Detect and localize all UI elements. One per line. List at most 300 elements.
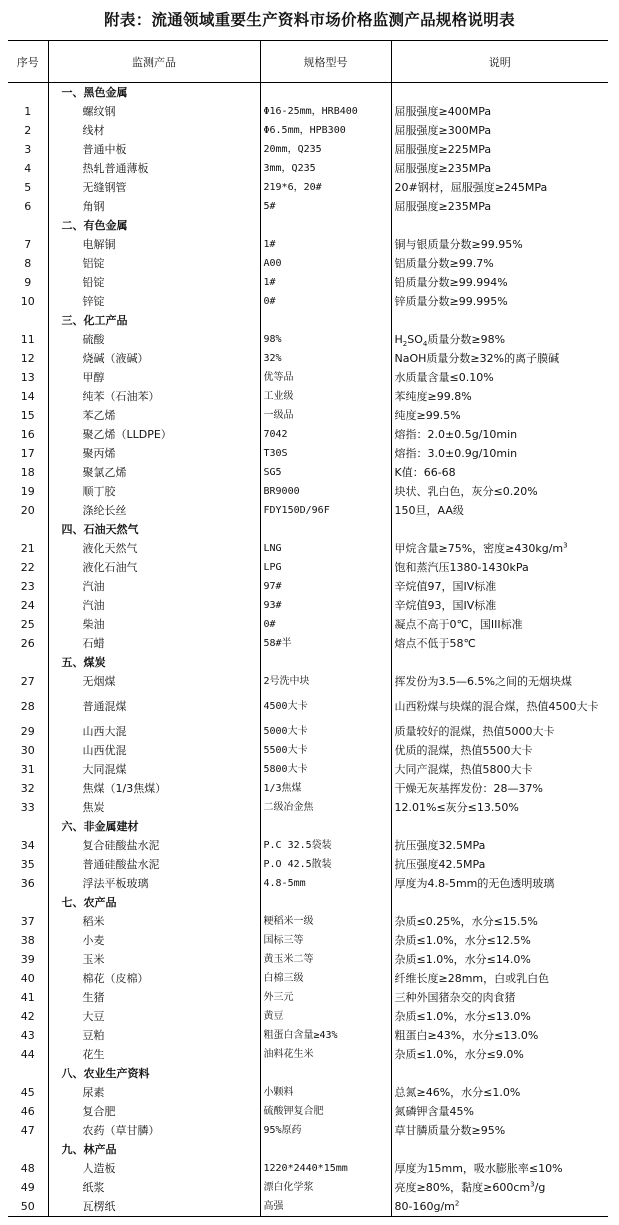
- product-spec: BR9000: [260, 482, 391, 501]
- row-number: 30: [20, 744, 35, 757]
- category-name: 六、非金属建材: [48, 817, 260, 836]
- category-row: [8, 1140, 608, 1159]
- product-desc: 熔指：2.0±0.5g/10min: [391, 425, 608, 444]
- table-row: [8, 368, 608, 387]
- product-spec: SG5: [260, 463, 391, 482]
- product-desc: 草甘膦质量分数≥95%: [391, 1121, 608, 1140]
- product-spec: 1/3焦煤: [260, 779, 391, 798]
- category-desc-cell: [391, 520, 608, 539]
- category-desc-cell: [391, 1064, 608, 1083]
- category-no-cell: [8, 1064, 48, 1083]
- product-spec: 一级品: [260, 406, 391, 425]
- product-desc: 总氮≥46%，水分≤1.0%: [391, 1083, 608, 1102]
- product-name: 线材: [48, 121, 260, 140]
- product-desc: 12.01%≤灰分≤13.50%: [391, 798, 608, 817]
- table-row: [8, 235, 608, 254]
- product-name: 石蜡: [48, 634, 260, 653]
- product-desc: 粗蛋白≥43%，水分≤13.0%: [391, 1026, 608, 1045]
- product-desc: $H_2SO_4$质量分数≥98%: [391, 330, 608, 349]
- row-number: 43: [20, 1029, 35, 1042]
- row-number: 24: [20, 599, 35, 612]
- product-spec: 外三元: [260, 988, 391, 1007]
- product-desc: 氮磷钾含量45%: [391, 1102, 608, 1121]
- product-desc: 抗压强度32.5MPa: [391, 836, 608, 855]
- category-desc-cell: [391, 311, 608, 330]
- product-spec: 0#: [260, 292, 391, 311]
- product-desc: 杂质≤1.0%，水分≤9.0%: [391, 1045, 608, 1064]
- table-row: [8, 741, 608, 760]
- row-number: 37: [20, 915, 35, 928]
- product-name: 瓦楞纸: [48, 1197, 260, 1217]
- row-number: 38: [20, 934, 35, 947]
- product-spec: A00: [260, 254, 391, 273]
- product-spec: 粗蛋白含量≥43%: [260, 1026, 391, 1045]
- row-number: 23: [20, 580, 35, 593]
- product-name: 汽油: [48, 596, 260, 615]
- category-no-cell: [8, 520, 48, 539]
- product-desc: 屈服强度≥225MPa: [391, 140, 608, 159]
- product-desc: 亮度≥80%，黏度$\ge 600cm^3/g$: [391, 1178, 608, 1197]
- table-row: [8, 102, 608, 121]
- product-name: 顺丁胶: [48, 482, 260, 501]
- product-name: 液化天然气: [48, 539, 260, 558]
- row-number: 39: [20, 953, 35, 966]
- row-number: 13: [20, 371, 35, 384]
- table-row: [8, 1121, 608, 1140]
- product-name: 硫酸: [48, 330, 260, 349]
- product-spec: 国标三等: [260, 931, 391, 950]
- category-desc-cell: [391, 83, 608, 103]
- row-number: 17: [20, 447, 35, 460]
- product-desc: 挥发份为3.5—6.5%之间的无烟块煤: [391, 672, 608, 691]
- row-number: 36: [20, 877, 35, 890]
- product-desc: 山西粉煤与块煤的混合煤，热值4500大卡: [391, 691, 608, 722]
- table-body: [8, 83, 608, 1217]
- row-number: 27: [20, 675, 35, 688]
- product-name: 苯乙烯: [48, 406, 260, 425]
- product-spec: 5000大卡: [260, 722, 391, 741]
- category-spec-cell: [260, 216, 391, 235]
- table-row: [8, 558, 608, 577]
- category-row: [8, 653, 608, 672]
- product-name: 山西优混: [48, 741, 260, 760]
- category-row: [8, 817, 608, 836]
- product-name: 铝锭: [48, 254, 260, 273]
- product-desc: 辛烷值93，国IV标准: [391, 596, 608, 615]
- row-number: 18: [20, 466, 35, 479]
- header-spec: 规格型号: [260, 41, 391, 83]
- product-name: 浮法平板玻璃: [48, 874, 260, 893]
- product-name: 柴油: [48, 615, 260, 634]
- row-number: 11: [20, 333, 35, 346]
- table-row: [8, 577, 608, 596]
- product-spec: 95%原药: [260, 1121, 391, 1140]
- row-number: 19: [20, 485, 35, 498]
- product-spec: 1220*2440*15mm: [260, 1159, 391, 1178]
- product-desc: 150旦，AA级: [391, 501, 608, 520]
- product-desc: 熔点不低于58℃: [391, 634, 608, 653]
- product-spec: 黄玉米二等: [260, 950, 391, 969]
- category-no-cell: [8, 1140, 48, 1159]
- product-spec: LPG: [260, 558, 391, 577]
- category-no-cell: [8, 653, 48, 672]
- table-row: [8, 292, 608, 311]
- product-spec: 20mm，Q235: [260, 140, 391, 159]
- row-number: 48: [20, 1162, 35, 1175]
- table-row: [8, 330, 608, 349]
- category-no-cell: [8, 216, 48, 235]
- table-row: [8, 874, 608, 893]
- product-desc: 纤维长度≥28mm，白或乳白色: [391, 969, 608, 988]
- table-row: [8, 501, 608, 520]
- product-name: 螺纹钢: [48, 102, 260, 121]
- product-desc: 优质的混煤，热值5500大卡: [391, 741, 608, 760]
- row-number: 31: [20, 763, 35, 776]
- row-number: 2: [24, 124, 32, 137]
- table-row: [8, 463, 608, 482]
- product-spec: 7042: [260, 425, 391, 444]
- product-spec: 高强: [260, 1197, 391, 1217]
- table-row: [8, 539, 608, 558]
- category-no-cell: [8, 893, 48, 912]
- row-number: 33: [20, 801, 35, 814]
- table-row: [8, 349, 608, 368]
- category-row: [8, 520, 608, 539]
- row-number: 47: [20, 1124, 35, 1137]
- row-number: 40: [20, 972, 35, 985]
- product-desc: 铅质量分数≥99.994%: [391, 273, 608, 292]
- row-number: 42: [20, 1010, 35, 1023]
- product-name: 无缝钢管: [48, 178, 260, 197]
- product-spec: 3mm，Q235: [260, 159, 391, 178]
- product-name: 小麦: [48, 931, 260, 950]
- product-spec: 98%: [260, 330, 391, 349]
- product-desc: 苯纯度≥99.8%: [391, 387, 608, 406]
- product-spec: 1#: [260, 235, 391, 254]
- product-desc: 饱和蒸汽压1380-1430kPa: [391, 558, 608, 577]
- product-name: 焦煤（1/3焦煤）: [48, 779, 260, 798]
- product-desc: 杂质≤1.0%，水分≤14.0%: [391, 950, 608, 969]
- row-number: 26: [20, 637, 35, 650]
- table-row: [8, 722, 608, 741]
- product-name: 液化石油气: [48, 558, 260, 577]
- product-desc: 屈服强度≥235MPa: [391, 159, 608, 178]
- product-name: 农药（草甘膦）: [48, 1121, 260, 1140]
- table-row: [8, 425, 608, 444]
- product-desc: 大同产混煤，热值5800大卡: [391, 760, 608, 779]
- category-spec-cell: [260, 1140, 391, 1159]
- product-spec: 漂白化学浆: [260, 1178, 391, 1197]
- table-row: [8, 950, 608, 969]
- product-spec: 优等品: [260, 368, 391, 387]
- row-number: 35: [20, 858, 35, 871]
- product-desc: 屈服强度≥300MPa: [391, 121, 608, 140]
- product-spec: 93#: [260, 596, 391, 615]
- product-desc: NaOH质量分数≥32%的离子膜碱: [391, 349, 608, 368]
- table-row: [8, 444, 608, 463]
- row-number: 22: [20, 561, 35, 574]
- product-desc: 水质量含量≤0.10%: [391, 368, 608, 387]
- product-desc: 20#钢材，屈服强度≥245MPa: [391, 178, 608, 197]
- row-number: 46: [20, 1105, 35, 1118]
- table-row: [8, 931, 608, 950]
- category-row: [8, 83, 608, 103]
- table-row: [8, 1197, 608, 1217]
- table-row: [8, 140, 608, 159]
- product-spec: 219*6，20#: [260, 178, 391, 197]
- table-row: [8, 836, 608, 855]
- category-no-cell: [8, 83, 48, 103]
- product-name: 尿素: [48, 1083, 260, 1102]
- category-spec-cell: [260, 1064, 391, 1083]
- product-spec: Φ16-25mm，HRB400: [260, 102, 391, 121]
- product-desc: 屈服强度≥400MPa: [391, 102, 608, 121]
- product-spec: FDY150D/96F: [260, 501, 391, 520]
- table-row: [8, 912, 608, 931]
- product-spec: 工业级: [260, 387, 391, 406]
- category-name: 三、化工产品: [48, 311, 260, 330]
- category-spec-cell: [260, 653, 391, 672]
- product-desc: 质量较好的混煤，热值5000大卡: [391, 722, 608, 741]
- row-number: 15: [20, 409, 35, 422]
- product-name: 聚乙烯（LLDPE）: [48, 425, 260, 444]
- category-no-cell: [8, 311, 48, 330]
- category-name: 五、煤炭: [48, 653, 260, 672]
- table-row: [8, 1026, 608, 1045]
- product-desc: 厚度为15mm，吸水膨胀率≤10%: [391, 1159, 608, 1178]
- row-number: 21: [20, 542, 35, 555]
- category-desc-cell: [391, 817, 608, 836]
- table-row: [8, 254, 608, 273]
- row-number: 32: [20, 782, 35, 795]
- product-desc: 铜与银质量分数≥99.95%: [391, 235, 608, 254]
- table-row: [8, 855, 608, 874]
- table-row: [8, 273, 608, 292]
- product-name: 热轧普通薄板: [48, 159, 260, 178]
- product-spec: Φ6.5mm，HPB300: [260, 121, 391, 140]
- product-name: 甲醇: [48, 368, 260, 387]
- product-desc: 锌质量分数≥99.995%: [391, 292, 608, 311]
- category-spec-cell: [260, 83, 391, 103]
- table-row: [8, 1102, 608, 1121]
- product-spec: 1#: [260, 273, 391, 292]
- table-row: [8, 760, 608, 779]
- table-row: [8, 615, 608, 634]
- product-spec: 粳稻米一级: [260, 912, 391, 931]
- product-spec: 白棉三级: [260, 969, 391, 988]
- row-number: 45: [20, 1086, 35, 1099]
- row-number: 41: [20, 991, 35, 1004]
- category-row: [8, 1064, 608, 1083]
- row-number: 6: [24, 200, 32, 213]
- product-spec: 5500大卡: [260, 741, 391, 760]
- product-name: 普通硅酸盐水泥: [48, 855, 260, 874]
- table-row: [8, 159, 608, 178]
- row-number: 3: [24, 143, 32, 156]
- table-header-row: [8, 41, 608, 83]
- product-spec: 4.8-5mm: [260, 874, 391, 893]
- product-name: 普通混煤: [48, 691, 260, 722]
- category-name: 一、黑色金属: [48, 83, 260, 103]
- product-name: 角钢: [48, 197, 260, 216]
- product-desc: 杂质≤1.0%，水分≤12.5%: [391, 931, 608, 950]
- table-row: [8, 197, 608, 216]
- product-name: 无烟煤: [48, 672, 260, 691]
- product-spec: 0#: [260, 615, 391, 634]
- table-row: [8, 1083, 608, 1102]
- row-number: 8: [24, 257, 32, 270]
- product-desc: 干燥无灰基挥发份：28—37%: [391, 779, 608, 798]
- category-name: 九、林产品: [48, 1140, 260, 1159]
- category-desc-cell: [391, 1140, 608, 1159]
- row-number: 16: [20, 428, 35, 441]
- product-desc: 杂质≤0.25%，水分≤15.5%: [391, 912, 608, 931]
- product-name: 聚氯乙烯: [48, 463, 260, 482]
- product-desc: 甲烷含量≥75%，密度$\ge 430kg/m^3$: [391, 539, 608, 558]
- header-product: 监测产品: [48, 41, 260, 83]
- row-number: 29: [20, 725, 35, 738]
- product-name: 生猪: [48, 988, 260, 1007]
- product-name: 山西大混: [48, 722, 260, 741]
- product-name: 大同混煤: [48, 760, 260, 779]
- row-number: 28: [20, 700, 35, 713]
- product-desc: K值：66-68: [391, 463, 608, 482]
- product-desc: $80-160g/m^2$: [391, 1197, 608, 1217]
- product-name: 电解铜: [48, 235, 260, 254]
- table-row: [8, 1007, 608, 1026]
- category-row: [8, 893, 608, 912]
- page-title: 附表：流通领域重要生产资料市场价格监测产品规格说明表: [104, 11, 515, 29]
- product-spec: P.C 32.5袋装: [260, 836, 391, 855]
- row-number: 44: [20, 1048, 35, 1061]
- table-row: [8, 596, 608, 615]
- product-name: 复合肥: [48, 1102, 260, 1121]
- product-spec: 5#: [260, 197, 391, 216]
- category-desc-cell: [391, 893, 608, 912]
- product-desc: 纯度≥99.5%: [391, 406, 608, 425]
- product-desc: 凝点不高于0℃，国III标准: [391, 615, 608, 634]
- category-desc-cell: [391, 653, 608, 672]
- product-name: 大豆: [48, 1007, 260, 1026]
- row-number: 49: [20, 1181, 35, 1194]
- product-spec: LNG: [260, 539, 391, 558]
- category-row: [8, 216, 608, 235]
- product-name: 纸浆: [48, 1178, 260, 1197]
- product-spec: 97#: [260, 577, 391, 596]
- product-name: 人造板: [48, 1159, 260, 1178]
- product-name: 涤纶长丝: [48, 501, 260, 520]
- row-number: 4: [24, 162, 32, 175]
- category-name: 四、石油天然气: [48, 520, 260, 539]
- product-name: 花生: [48, 1045, 260, 1064]
- category-name: 八、农业生产资料: [48, 1064, 260, 1083]
- product-spec: 5800大卡: [260, 760, 391, 779]
- product-name: 普通中板: [48, 140, 260, 159]
- table-row: [8, 1178, 608, 1197]
- row-number: 7: [24, 238, 32, 251]
- category-row: [8, 311, 608, 330]
- table-row: [8, 779, 608, 798]
- product-name: 棉花（皮棉）: [48, 969, 260, 988]
- table-row: [8, 1159, 608, 1178]
- header-no: 序号: [8, 41, 48, 83]
- product-spec: 油料花生米: [260, 1045, 391, 1064]
- row-number: 9: [24, 276, 32, 289]
- product-desc: 屈服强度≥235MPa: [391, 197, 608, 216]
- category-name: 七、农产品: [48, 893, 260, 912]
- product-name: 汽油: [48, 577, 260, 596]
- category-spec-cell: [260, 311, 391, 330]
- product-spec: 硫酸钾复合肥: [260, 1102, 391, 1121]
- row-number: 14: [20, 390, 35, 403]
- product-name: 烧碱（液碱）: [48, 349, 260, 368]
- product-desc: 抗压强度42.5MPa: [391, 855, 608, 874]
- table-row: [8, 406, 608, 425]
- category-no-cell: [8, 817, 48, 836]
- table-row: [8, 178, 608, 197]
- spec-table: [8, 40, 608, 1217]
- row-number: 12: [20, 352, 35, 365]
- category-name: 二、有色金属: [48, 216, 260, 235]
- product-spec: 黄豆: [260, 1007, 391, 1026]
- row-number: 10: [20, 295, 35, 308]
- product-desc: 辛烷值97，国IV标准: [391, 577, 608, 596]
- product-name: 稻米: [48, 912, 260, 931]
- table-row: [8, 121, 608, 140]
- product-name: 聚丙烯: [48, 444, 260, 463]
- product-name: 纯苯（石油苯）: [48, 387, 260, 406]
- table-row: [8, 634, 608, 653]
- product-name: 锌锭: [48, 292, 260, 311]
- product-spec: 二级冶金焦: [260, 798, 391, 817]
- product-name: 焦炭: [48, 798, 260, 817]
- product-desc: 块状、乳白色，灰分≤0.20%: [391, 482, 608, 501]
- product-name: 玉米: [48, 950, 260, 969]
- row-number: 1: [24, 105, 32, 118]
- row-number: 25: [20, 618, 35, 631]
- table-row: [8, 1045, 608, 1064]
- table-row: [8, 691, 608, 722]
- row-number: 20: [20, 504, 35, 517]
- category-desc-cell: [391, 216, 608, 235]
- row-number: 34: [20, 839, 35, 852]
- category-spec-cell: [260, 893, 391, 912]
- table-row: [8, 482, 608, 501]
- product-name: 复合硅酸盐水泥: [48, 836, 260, 855]
- table-row: [8, 988, 608, 1007]
- product-desc: 厚度为4.8-5mm的无色透明玻璃: [391, 874, 608, 893]
- category-spec-cell: [260, 520, 391, 539]
- product-spec: 58#半: [260, 634, 391, 653]
- product-name: 铅锭: [48, 273, 260, 292]
- product-spec: P.O 42.5散装: [260, 855, 391, 874]
- table-row: [8, 387, 608, 406]
- row-number: 50: [8, 1197, 48, 1217]
- product-desc: 铝质量分数≥99.7%: [391, 254, 608, 273]
- product-spec: T30S: [260, 444, 391, 463]
- product-desc: 熔指：3.0±0.9g/10min: [391, 444, 608, 463]
- row-number: 5: [24, 181, 32, 194]
- product-spec: 2号洗中块: [260, 672, 391, 691]
- table-row: [8, 798, 608, 817]
- product-desc: 杂质≤1.0%，水分≤13.0%: [391, 1007, 608, 1026]
- table-row: [8, 969, 608, 988]
- category-spec-cell: [260, 817, 391, 836]
- header-desc: 说明: [391, 41, 608, 83]
- product-spec: 4500大卡: [260, 691, 391, 722]
- product-spec: 32%: [260, 349, 391, 368]
- table-row: [8, 672, 608, 691]
